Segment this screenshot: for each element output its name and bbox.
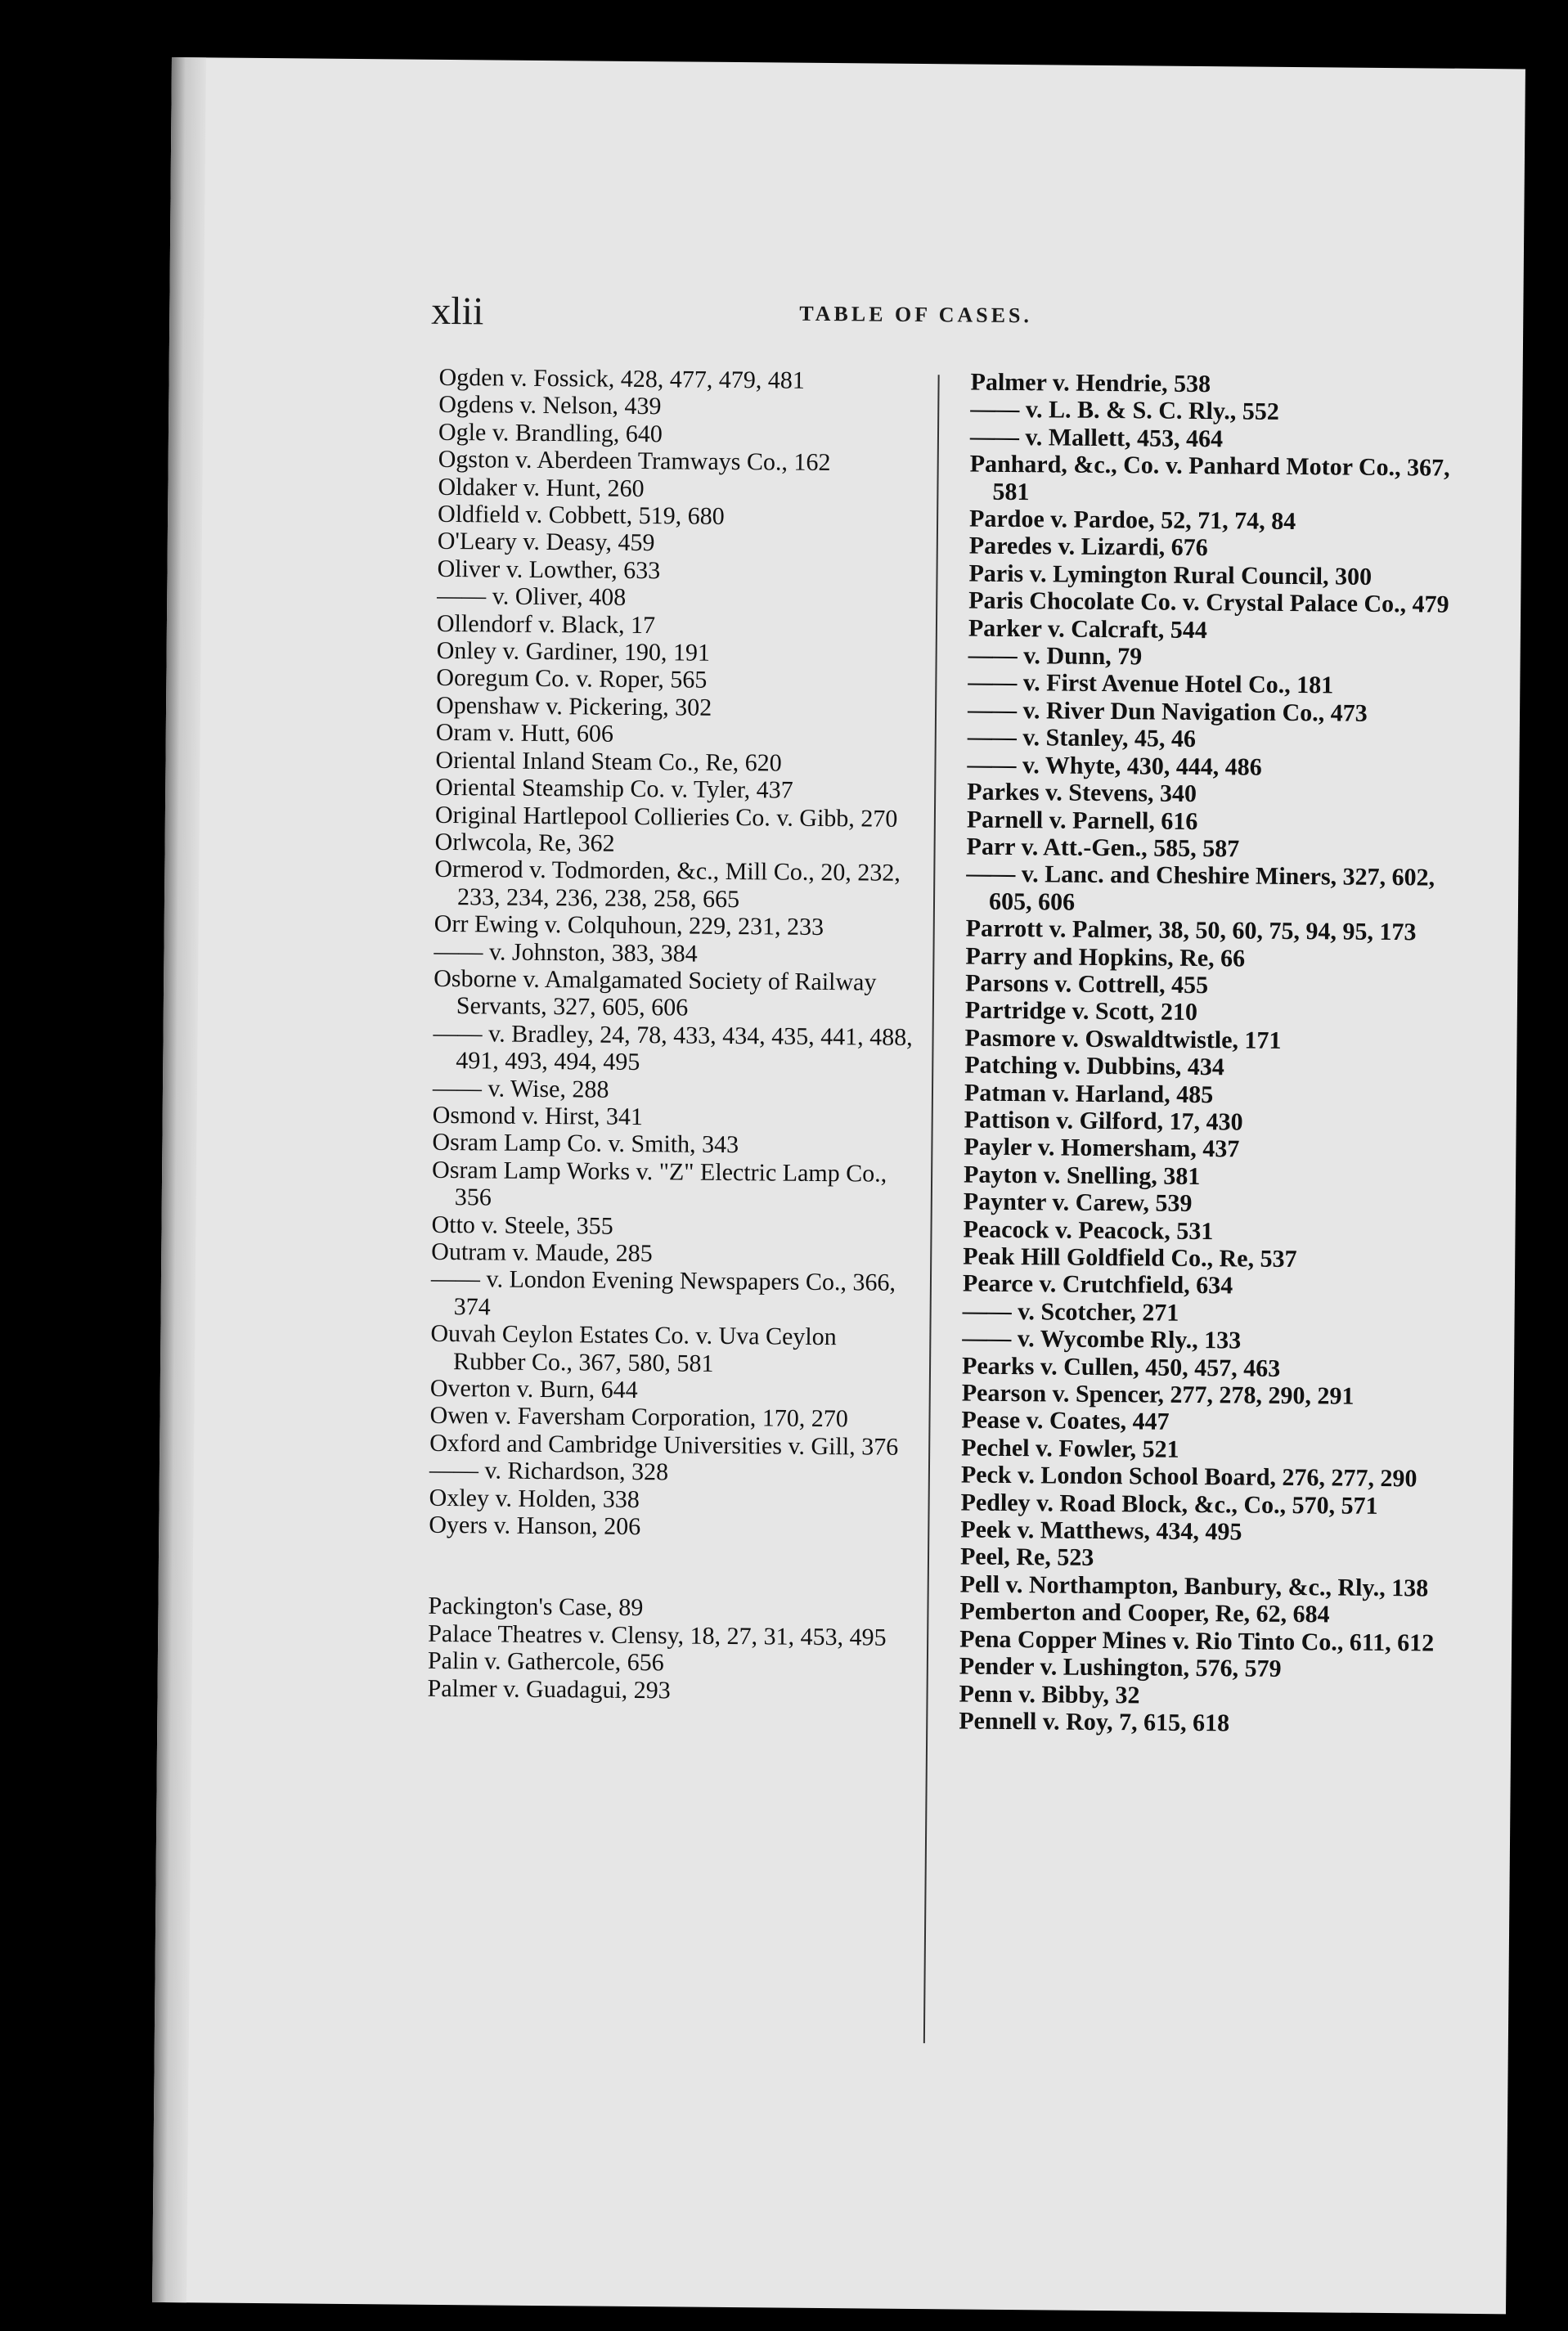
case-entry: Oyers v. Hanson, 206 — [429, 1511, 641, 1541]
case-entry: Parsons v. Cottrell, 455 — [965, 969, 1209, 999]
case-entry: —— v. Wycombe Rly., 133 — [962, 1324, 1242, 1354]
case-entry: Ogle v. Brandling, 640 — [438, 418, 663, 448]
case-entry: Otto v. Steele, 355 — [431, 1210, 613, 1240]
case-entry: Osram Lamp Works v. "Z" Electric Lamp Co., 356 — [431, 1156, 887, 1211]
case-entry: Oldaker v. Hunt, 260 — [438, 473, 645, 502]
case-entry: Oldfield v. Cobbett, 519, 680 — [437, 500, 725, 530]
case-entry: Payler v. Homersham, 437 — [964, 1133, 1240, 1163]
page-binding-edge — [152, 57, 206, 2302]
case-entry: Pasmore v. Oswaldtwistle, 171 — [964, 1024, 1282, 1054]
case-entry: Osmond v. Hirst, 341 — [432, 1101, 644, 1131]
case-entry: Ormerod v. Todmorden, &c., Mill Co., 20, 232, 233, 234, 236, 238, 258, 665 — [434, 856, 901, 913]
case-entry: Pena Copper Mines v. Rio Tinto Co., 611, 612 — [959, 1625, 1435, 1657]
case-entry: Pearson v. Spencer, 277, 278, 290, 291 — [961, 1379, 1355, 1410]
case-entry: —— v. Johnston, 383, 384 — [434, 937, 698, 968]
case-entry: Pease v. Coates, 447 — [961, 1406, 1170, 1436]
case-entry: Ouvah Ceylon Estates Co. v. Uva Ceylon Rubber Co., 367, 580, 581 — [430, 1320, 837, 1377]
case-entry: Oxley v. Holden, 338 — [429, 1484, 640, 1513]
case-entry: Orlwcola, Re, 362 — [434, 828, 615, 857]
case-entry: Openshaw v. Pickering, 302 — [435, 691, 712, 721]
case-entry: Pennell v. Roy, 7, 615, 618 — [959, 1707, 1230, 1737]
case-entry: Pardoe v. Pardoe, 52, 71, 74, 84 — [968, 505, 1296, 536]
case-entry: Partridge v. Scott, 210 — [964, 996, 1198, 1026]
case-entry: Onley v. Gardiner, 190, 191 — [436, 636, 711, 667]
case-entry: —— v. Bradley, 24, 78, 433, 434, 435, 441, 488, 491, 493, 494, 495 — [433, 1019, 913, 1076]
case-entry: Overton v. Burn, 644 — [429, 1374, 638, 1404]
case-entry: Pearks v. Cullen, 450, 457, 463 — [961, 1352, 1281, 1382]
case-entry: Pearce v. Crutchfield, 634 — [962, 1269, 1233, 1300]
case-entry: Parnell v. Parnell, 616 — [966, 806, 1198, 835]
case-entry: Palace Theatres v. Clensy, 18, 27, 31, 453, 495 — [428, 1619, 887, 1651]
case-entry: Oliver v. Lowther, 633 — [437, 555, 661, 585]
case-entry: O'Leary v. Deasy, 459 — [437, 528, 655, 557]
case-entry: Pechel v. Fowler, 521 — [961, 1434, 1179, 1463]
case-entry: —— v. Whyte, 430, 444, 486 — [967, 751, 1262, 781]
right-column — [959, 369, 1453, 1739]
case-entry: Ollendorf v. Black, 17 — [436, 609, 656, 639]
case-entry: —— v. Mallett, 453, 464 — [969, 423, 1224, 453]
case-entry: Original Hartlepool Collieries Co. v. Gibb, 270 — [434, 801, 898, 833]
case-entry: —— v. Dunn, 79 — [968, 641, 1143, 671]
case-entry: Oriental Steamship Co. v. Tyler, 437 — [435, 773, 793, 804]
book-page — [152, 57, 1525, 2314]
case-entry: Ooregum Co. v. Roper, 565 — [436, 664, 708, 694]
case-entry: Parry and Hopkins, Re, 66 — [965, 942, 1246, 972]
case-entry: Orr Ewing v. Colquhoun, 229, 231, 233 — [434, 909, 824, 941]
case-entry: Palin v. Gathercole, 656 — [427, 1647, 664, 1677]
case-entry: Pell v. Northampton, Banbury, &c., Rly., 138 — [959, 1570, 1429, 1602]
case-entry: Paris Chocolate Co. v. Crystal Palace Co., 479 — [968, 586, 1449, 618]
case-entry: —— v. L. B. & S. C. Rly., 552 — [970, 395, 1279, 426]
case-entry: Paynter v. Carew, 539 — [963, 1188, 1193, 1218]
case-entry: Parker v. Calcraft, 544 — [968, 614, 1207, 644]
case-entry: Palmer v. Guadagui, 293 — [427, 1674, 671, 1704]
case-entry: Osborne v. Amalgamated Society of Railway Servants, 327, 605, 606 — [434, 964, 877, 1022]
case-entry: —— v. Oliver, 408 — [437, 582, 627, 612]
case-entry: Peacock v. Peacock, 531 — [963, 1215, 1214, 1245]
case-entry: Pender v. Lushington, 576, 579 — [959, 1652, 1282, 1683]
case-entry: Pedley v. Road Block, &c., Co., 570, 571 — [960, 1489, 1378, 1520]
case-entry: Oriental Inland Steam Co., Re, 620 — [435, 746, 782, 777]
case-entry: Osram Lamp Co. v. Smith, 343 — [432, 1129, 739, 1159]
case-entry: Ogston v. Aberdeen Tramways Co., 162 — [438, 446, 831, 477]
case-entry: Pemberton and Cooper, Re, 62, 684 — [959, 1597, 1330, 1628]
case-entry: Patman v. Harland, 485 — [964, 1079, 1214, 1108]
case-entry: —— v. London Evening Newspapers Co., 366, 374 — [430, 1265, 896, 1321]
case-entry: Paredes v. Lizardi, 676 — [968, 532, 1208, 562]
case-entry: Payton v. Snelling, 381 — [963, 1161, 1201, 1190]
case-entry: Peak Hill Goldfield Co., Re, 537 — [963, 1242, 1297, 1273]
case-entry: —— v. Wise, 288 — [432, 1074, 609, 1103]
case-entry: Peck v. London School Board, 276, 277, 290 — [960, 1461, 1417, 1493]
case-entry: —— v. River Dun Navigation Co., 473 — [967, 696, 1368, 727]
case-entry: Parr v. Att.-Gen., 585, 587 — [966, 833, 1240, 863]
running-title: TABLE OF CASES. — [799, 301, 1033, 328]
case-entry: Penn v. Bibby, 32 — [959, 1679, 1140, 1709]
case-entry: Ogdens v. Nelson, 439 — [438, 391, 662, 420]
case-entry: —— v. First Avenue Hotel Co., 181 — [968, 668, 1334, 699]
case-entry: Oram v. Hutt, 606 — [435, 719, 614, 748]
case-entry: Peel, Re, 523 — [959, 1543, 1094, 1572]
case-entry: Parrott v. Palmer, 38, 50, 60, 75, 94, 95, 173 — [965, 914, 1417, 946]
case-entry: Peek v. Matthews, 434, 495 — [960, 1516, 1242, 1546]
case-entry: Paris v. Lymington Rural Council, 300 — [968, 559, 1373, 591]
case-entry: —— v. Stanley, 45, 46 — [967, 723, 1197, 753]
left-column — [427, 364, 921, 1706]
case-entry: —— v. Richardson, 328 — [429, 1457, 669, 1486]
case-entry: —— v. Scotcher, 271 — [962, 1297, 1179, 1327]
case-entry: Oxford and Cambridge Universities v. Gill, 376 — [429, 1429, 899, 1461]
case-entry: Pattison v. Gilford, 17, 430 — [964, 1106, 1243, 1136]
page-number: xlii — [431, 289, 484, 334]
case-entry: Parkes v. Stevens, 340 — [967, 778, 1197, 808]
case-entry: Outram v. Maude, 285 — [431, 1237, 653, 1268]
case-entry: Ogden v. Fossick, 428, 477, 479, 481 — [438, 363, 805, 394]
case-entry: Palmer v. Hendrie, 538 — [970, 368, 1211, 398]
column-rule — [923, 375, 940, 2043]
case-entry: Packington's Case, 89 — [428, 1592, 644, 1622]
case-entry: Owen v. Faversham Corporation, 170, 270 — [429, 1402, 848, 1433]
case-entry: Panhard, &c., Co. v. Panhard Motor Co., 367, 581 — [969, 450, 1450, 505]
case-entry: —— v. Lanc. and Cheshire Miners, 327, 602, 605, 606 — [966, 860, 1435, 916]
case-entry: Patching v. Dubbins, 434 — [964, 1051, 1225, 1081]
